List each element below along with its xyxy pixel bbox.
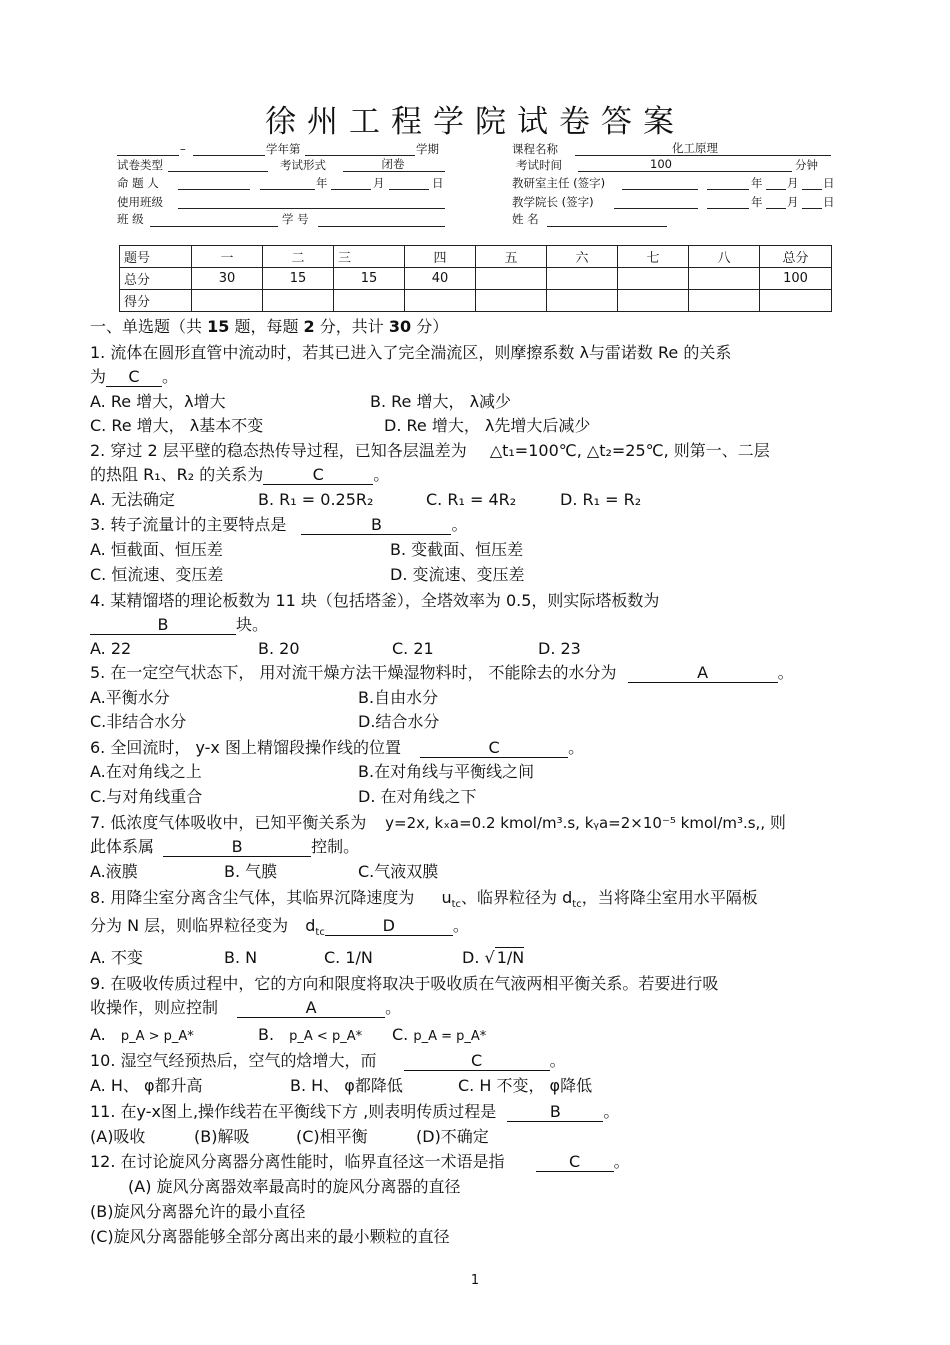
year-end-blank <box>193 155 265 156</box>
section-heading-text: 一、单选题（共 <box>90 317 208 336</box>
director-day-blank <box>802 189 822 190</box>
dean-label: 教学院长 (签字) <box>512 195 594 209</box>
exam-time-value: 100 <box>650 157 672 171</box>
question-end: 。 <box>568 738 585 757</box>
question-2-line-1 <box>90 439 770 463</box>
section-heading-text: 题，每题 <box>229 317 304 336</box>
question-1-line-1: 1. 流体在圆形直管中流动时，若其已进入了完全湍流区，则摩擦系数 λ与雷诺数 Re 的关系 <box>90 343 732 362</box>
score-table-total-row <box>120 268 832 290</box>
question-end: 。 <box>603 1102 620 1121</box>
question-end: 。 <box>777 663 794 682</box>
director-month-label: 月 <box>787 176 799 190</box>
question-text: 12. 在讨论旋风分离器分离性能时，临界直径这一术语是指 <box>90 1152 505 1171</box>
answer-blank: C <box>536 1152 614 1172</box>
term-label: 学期 <box>416 142 439 156</box>
table-cell: 得分 <box>120 290 192 312</box>
table-cell <box>405 290 476 312</box>
question-text: ，当将降尘室用水平隔板 <box>581 888 758 907</box>
answer-blank: D <box>325 916 453 936</box>
dean-month-label: 月 <box>787 195 799 209</box>
option-a: A. 恒截面、恒压差 <box>90 540 223 559</box>
option-c: C. 1/N <box>324 948 373 967</box>
student-no-blank <box>318 226 445 227</box>
question-4-line-1: 4. 某精馏塔的理论板数为 11 块（包括塔釜），全塔效率为 0.5，则实际塔板数为 <box>90 591 660 610</box>
option-b: B. R₁ = 0.25R₂ <box>258 490 374 509</box>
name-blank <box>547 226 667 227</box>
table-cell: 40 <box>405 268 476 290</box>
question-text: 6. 全回流时， y-x 图上精馏段操作线的位置 <box>90 738 401 757</box>
question-text: 则第一、二层 <box>673 441 770 460</box>
year-label: 学年第 <box>266 142 301 156</box>
question-10 <box>90 1049 566 1073</box>
question-text: 为 <box>90 367 107 386</box>
diameter-symbol: d <box>562 888 573 907</box>
answer-blank: A <box>237 998 385 1018</box>
question-end: 。 <box>452 916 469 935</box>
question-text: 、临界粒径为 <box>461 888 558 907</box>
setter-day-blank <box>389 189 429 190</box>
table-cell: 三 <box>334 246 405 268</box>
question-12 <box>90 1150 630 1174</box>
table-cell <box>476 290 547 312</box>
option-c: C.与对角线重合 <box>90 787 203 806</box>
director-month-blank <box>766 189 786 190</box>
question-text: 8. 用降尘室分离含尘气体，其临界沉降速度为 <box>90 888 415 907</box>
question-end: 。 <box>613 1152 630 1171</box>
question-text: 此体系属 <box>90 837 155 856</box>
question-11 <box>90 1100 619 1124</box>
question-end: 块。 <box>236 615 269 634</box>
option-c: (C)相平衡 <box>296 1127 368 1146</box>
dean-day-blank <box>802 208 822 209</box>
table-cell <box>334 290 405 312</box>
paper-type-label: 试卷类型 <box>117 158 163 172</box>
subscript: tc <box>451 899 462 911</box>
page-title: 徐州工程学院试卷答案 <box>265 104 685 140</box>
exam-time-label: 考试时间 <box>516 158 562 172</box>
option-c: C. R₁ = 4R₂ <box>426 490 517 509</box>
table-cell: 二 <box>263 246 334 268</box>
table-cell: 题号 <box>120 246 192 268</box>
question-end: 。 <box>373 465 390 484</box>
option-b: B. Re 增大， λ减少 <box>370 392 512 411</box>
option-b: B. H、 φ都降低 <box>290 1076 403 1095</box>
option-c: C. 21 <box>392 639 434 658</box>
diameter-symbol: d <box>305 916 316 935</box>
table-cell: 15 <box>263 268 334 290</box>
section-heading <box>90 315 448 339</box>
question-text: 5. 在一定空气状态下， 用对流干燥方法干燥湿物料时， 不能除去的水分为 <box>90 663 617 682</box>
option-d: D. 变流速、变压差 <box>390 565 525 584</box>
option-c: C. 恒流速、变压差 <box>90 565 224 584</box>
option-d: D.结合水分 <box>358 712 440 731</box>
option-a <box>90 1023 194 1049</box>
question-text: 10. 湿空气经预热后，空气的焓增大，而 <box>90 1051 377 1070</box>
table-cell: 100 <box>760 268 832 290</box>
class-used-blank <box>178 208 445 209</box>
option-label: D. <box>462 948 480 967</box>
radicand: 1/N <box>496 948 525 967</box>
question-text: 7. 低浓度气体吸收中，已知平衡关系为 <box>90 813 367 832</box>
option-a: A.在对角线之上 <box>90 762 202 781</box>
question-end: 。 <box>385 998 402 1017</box>
question-text: 11. 在y-x图上,操作线若在平衡线下方 ,则表明传质过程是 <box>90 1102 497 1121</box>
option-b: B.在对角线与平衡线之间 <box>358 762 535 781</box>
table-cell <box>689 290 760 312</box>
dean-blank <box>614 208 698 209</box>
subscript: tc <box>315 927 325 939</box>
answer-blank: C <box>404 1051 550 1071</box>
dean-month-blank <box>766 208 786 209</box>
table-cell <box>476 268 547 290</box>
question-1-line-2 <box>90 365 178 389</box>
option-formula: p_A = p_A* <box>413 1029 487 1044</box>
question-text: 收操作，则应控制 <box>90 998 219 1017</box>
option-a: A. 不变 <box>90 948 143 967</box>
answer-blank: C <box>263 465 373 485</box>
answer-blank: C <box>420 738 568 758</box>
option-d: D. 23 <box>538 639 581 658</box>
table-cell: 一 <box>192 246 263 268</box>
subscript: tc <box>572 899 582 911</box>
answer-blank: B <box>507 1102 603 1122</box>
option-a: A.液膜 <box>90 862 138 881</box>
question-end: 。 <box>451 515 468 534</box>
exam-form-label: 考试形式 <box>280 158 326 172</box>
equilibrium-relation: y=2x, kₓa=0.2 kmol/m³.s, kᵧa=2×10⁻⁵ kmol/m³.s,, <box>385 814 766 832</box>
minute-label: 分钟 <box>795 158 818 172</box>
section-heading-text: 分） <box>411 317 449 336</box>
option-formula: p_A > p_A* <box>120 1029 194 1044</box>
option-c: C. H 不变， φ降低 <box>458 1076 593 1095</box>
question-4-line-2 <box>90 613 268 637</box>
question-8-line-1 <box>90 886 758 917</box>
option-formula: p_A < p_A* <box>289 1029 363 1044</box>
question-end: 。 <box>162 367 179 386</box>
question-7-line-1 <box>90 811 786 835</box>
director-year-label: 年 <box>751 176 763 190</box>
table-cell: 总分 <box>760 246 832 268</box>
option-a: (A)吸收 <box>90 1127 146 1146</box>
setter-year-label: 年 <box>316 176 328 190</box>
answer-blank: A <box>628 663 778 683</box>
table-cell: 15 <box>334 268 405 290</box>
question-3 <box>90 513 467 537</box>
answer-blank: B <box>301 515 451 535</box>
question-9-line-1: 9. 在吸收传质过程中，它的方向和限度将取决于吸收质在气液两相平衡关系。若要进行吸 <box>90 974 719 993</box>
temperature-values: △t₁=100℃, △t₂=25℃, <box>489 441 669 460</box>
table-cell <box>192 290 263 312</box>
class-used-label: 使用班级 <box>117 195 163 209</box>
setter-month-label: 月 <box>373 176 385 190</box>
option-label: A. <box>90 1025 106 1044</box>
course-label: 课程名称 <box>512 142 558 156</box>
option-d: D. Re 增大， λ先增大后减少 <box>384 416 591 435</box>
setter-month-blank <box>331 189 371 190</box>
question-text: 则 <box>769 813 786 832</box>
table-cell: 六 <box>547 246 618 268</box>
exam-time-blank <box>578 171 792 172</box>
year-start-blank <box>117 155 179 156</box>
dean-year-label: 年 <box>751 195 763 209</box>
dean-day-label: 日 <box>823 195 835 209</box>
option-b: B. N <box>224 948 258 967</box>
exam-form-value: 闭卷 <box>381 157 405 171</box>
option-a: A.平衡水分 <box>90 688 170 707</box>
points-each: 2 <box>303 317 315 336</box>
exam-form-blank <box>343 171 445 172</box>
question-7-line-2 <box>90 835 359 859</box>
question-2-line-2 <box>90 463 389 487</box>
course-value: 化工原理 <box>672 141 718 155</box>
student-no-label: 学 号 <box>282 212 309 226</box>
term-blank <box>305 155 415 156</box>
option-c: C. Re 增大， λ基本不变 <box>90 416 264 435</box>
class-label: 班 级 <box>117 212 144 226</box>
option-c <box>392 1023 486 1049</box>
option-d <box>462 946 524 970</box>
option-c: C.非结合水分 <box>90 712 187 731</box>
setter-year-blank <box>260 189 315 190</box>
option-b: B. 20 <box>258 639 300 658</box>
option-c: C.气液双膜 <box>358 862 439 881</box>
option-b: B.自由水分 <box>358 688 439 707</box>
option-d: (D)不确定 <box>416 1127 489 1146</box>
square-root-expression: √ 1/N <box>484 948 525 967</box>
answer-blank: B <box>163 837 311 857</box>
setter-day-label: 日 <box>432 176 444 190</box>
year-dash: – <box>180 142 186 156</box>
option-a: A. 无法确定 <box>90 490 175 509</box>
class-blank <box>150 226 278 227</box>
answer-blank: B <box>90 615 236 635</box>
option-b <box>258 1023 362 1049</box>
table-cell <box>618 268 689 290</box>
score-table-score-row <box>120 290 832 312</box>
director-label: 教研室主任 (签字) <box>512 176 606 190</box>
paper-type-blank <box>168 171 268 172</box>
option-b: (B)旋风分离器允许的最小直径 <box>90 1202 306 1221</box>
director-year-blank <box>707 189 749 190</box>
option-b: B. 气膜 <box>224 862 278 881</box>
question-text: 2. 穿过 2 层平壁的稳态热传导过程，已知各层温差为 <box>90 441 467 460</box>
question-count: 15 <box>207 317 230 336</box>
question-end: 。 <box>549 1051 566 1070</box>
question-end: 控制。 <box>311 837 360 856</box>
name-label: 姓 名 <box>512 212 539 226</box>
table-cell: 七 <box>618 246 689 268</box>
option-a: (A) 旋风分离器效率最高时的旋风分离器的直径 <box>128 1177 461 1196</box>
table-cell <box>263 290 334 312</box>
option-c: (C)旋风分离器能够全部分离出来的最小颗粒的直径 <box>90 1227 450 1246</box>
setter-blank <box>178 189 250 190</box>
settling-velocity-symbol: u <box>441 888 452 907</box>
option-a: A. Re 增大，λ增大 <box>90 392 226 411</box>
table-cell: 八 <box>689 246 760 268</box>
question-text: 的热阻 R₁、R₂ 的关系为 <box>90 465 264 484</box>
section-heading-text: 分，共计 <box>314 317 389 336</box>
table-cell <box>689 268 760 290</box>
table-cell <box>547 290 618 312</box>
table-cell: 30 <box>192 268 263 290</box>
director-blank <box>622 189 698 190</box>
director-day-label: 日 <box>823 176 835 190</box>
question-8-line-2 <box>90 914 469 945</box>
option-label: C. <box>392 1025 409 1044</box>
page-number: 1 <box>470 1273 480 1288</box>
dean-year-blank <box>707 208 749 209</box>
table-cell <box>760 290 832 312</box>
table-cell: 总分 <box>120 268 192 290</box>
table-cell <box>547 268 618 290</box>
option-a: A. H、 φ都升高 <box>90 1076 203 1095</box>
option-b: (B)解吸 <box>194 1127 250 1146</box>
option-d: D. 在对角线之下 <box>358 787 477 806</box>
points-total: 30 <box>388 317 412 336</box>
option-a: A. 22 <box>90 639 132 658</box>
score-table <box>119 245 832 312</box>
question-text: 分为 N 层，则临界粒径变为 <box>90 916 289 935</box>
score-table-header-row <box>120 246 832 268</box>
table-cell <box>618 290 689 312</box>
course-blank <box>575 155 831 156</box>
question-text: 3. 转子流量计的主要特点是 <box>90 515 287 534</box>
table-cell: 五 <box>476 246 547 268</box>
table-cell: 四 <box>405 246 476 268</box>
answer-blank: C <box>106 367 162 387</box>
setter-label: 命 题 人 <box>117 176 159 190</box>
option-label: B. <box>258 1025 275 1044</box>
option-d: D. R₁ = R₂ <box>560 490 642 509</box>
question-5 <box>90 661 794 685</box>
question-9-line-2 <box>90 996 401 1020</box>
option-b: B. 变截面、恒压差 <box>390 540 524 559</box>
question-6 <box>90 736 584 760</box>
